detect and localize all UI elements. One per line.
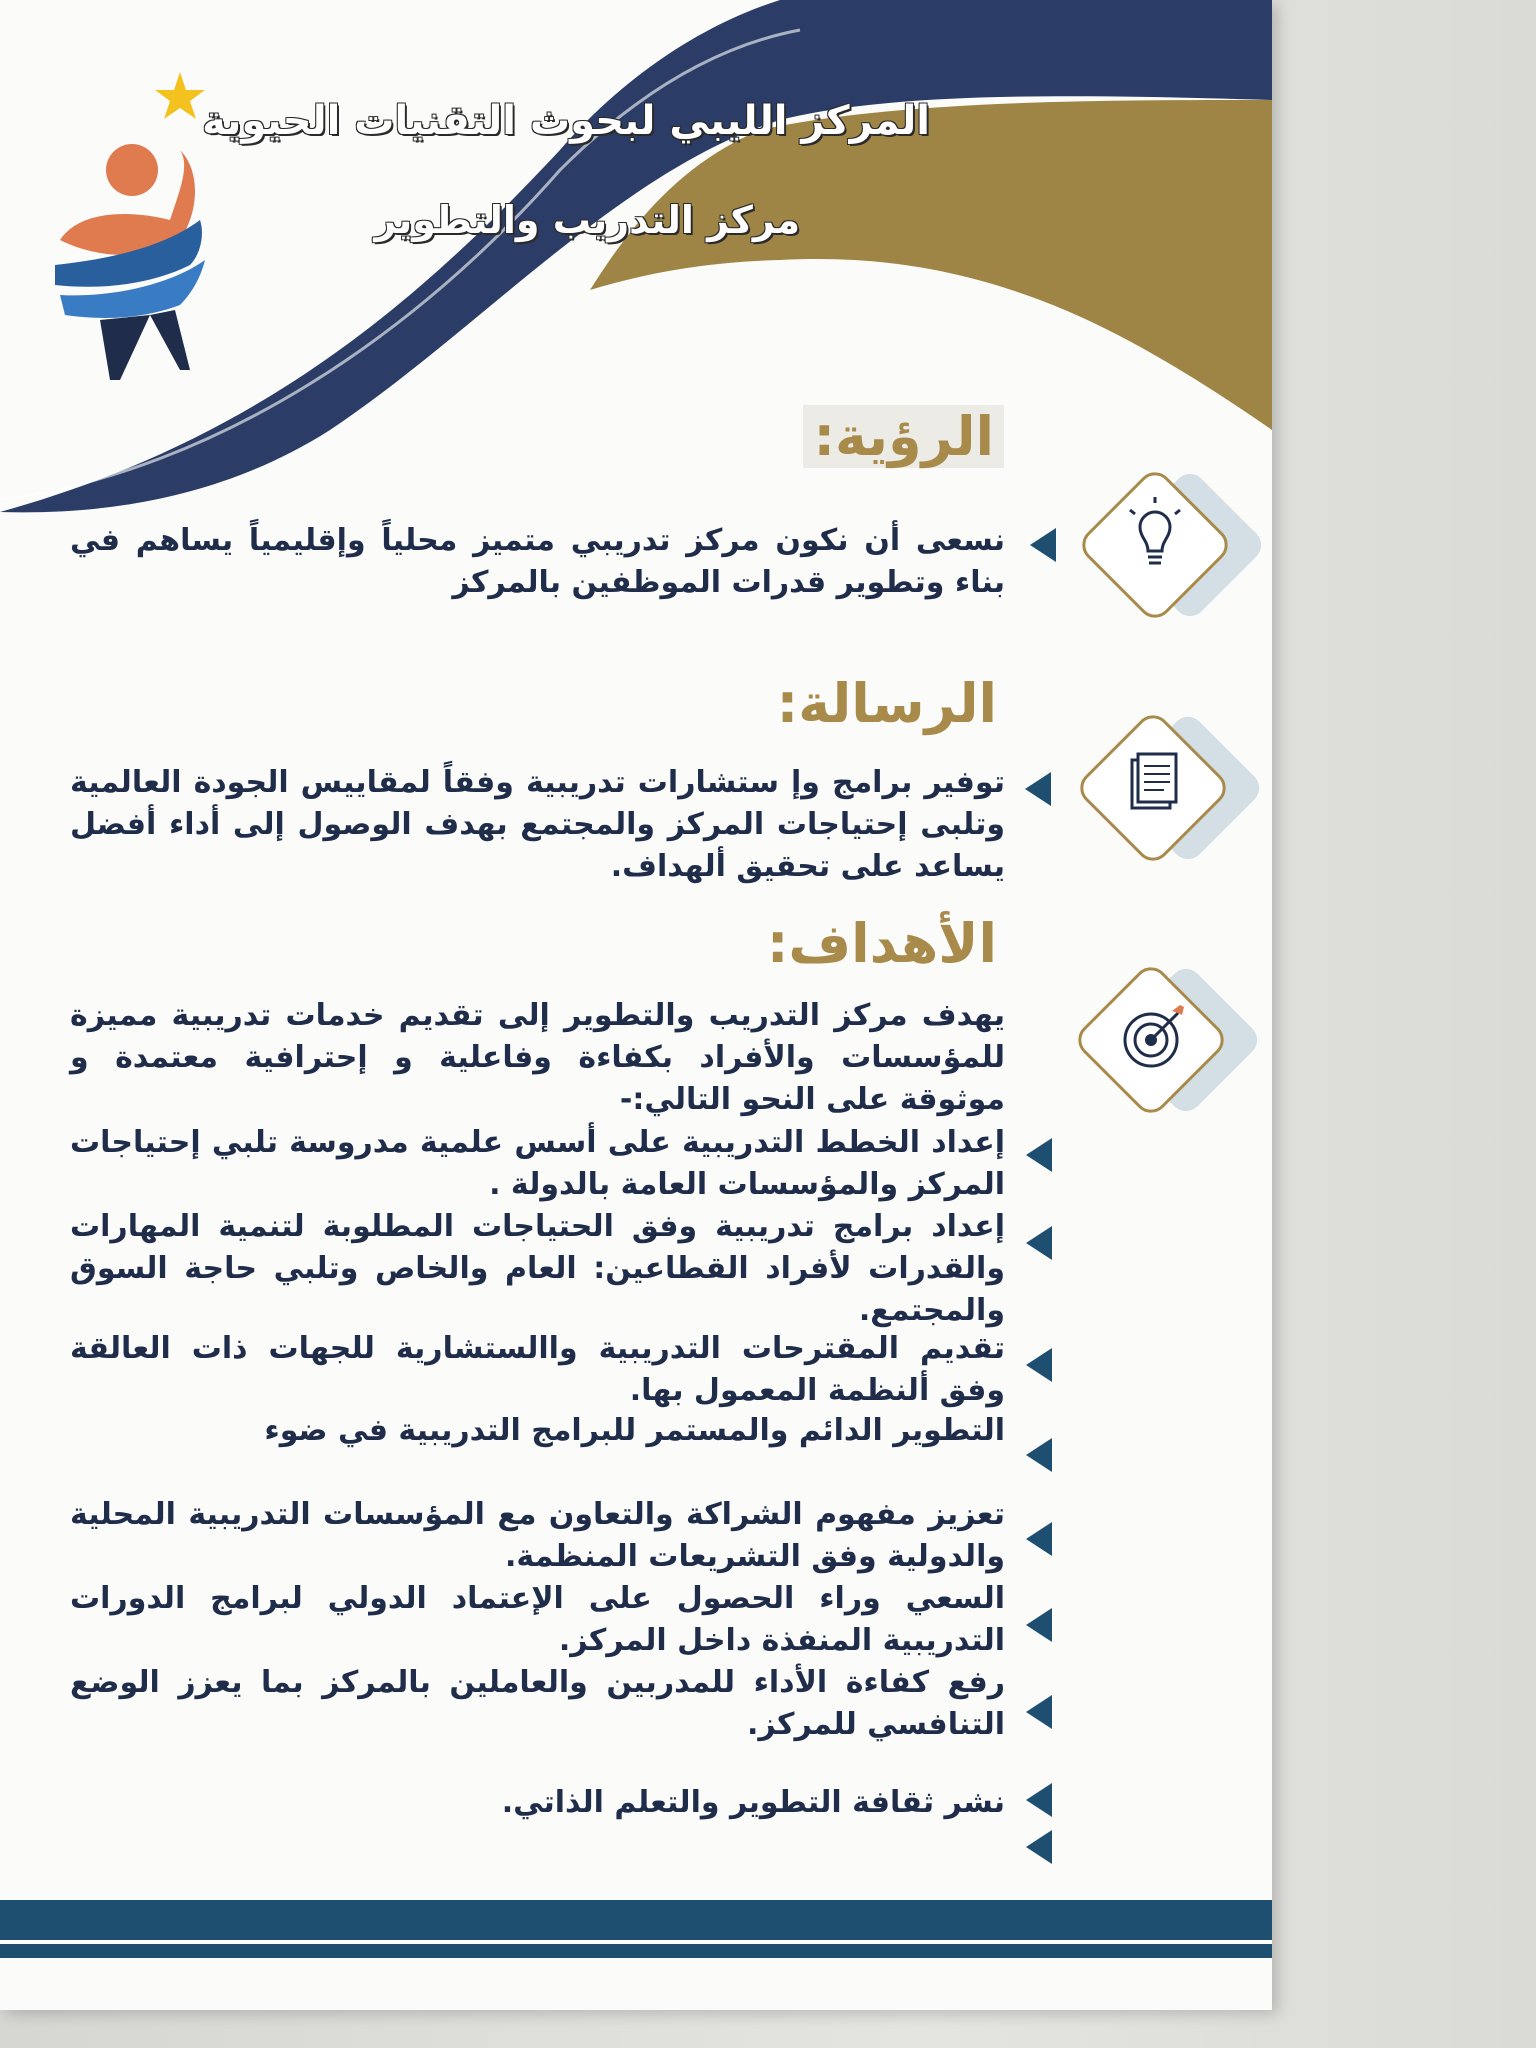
goal-item-6: السعي وراء الحصول على الإعتماد الدولي لبرامج الدورات التدريبية المنفذة داخل المركز.	[70, 1581, 1005, 1658]
target-icon	[1066, 960, 1266, 1130]
goals-heading: الأهداف:	[766, 912, 997, 975]
mission-heading: الرسالة:	[776, 672, 997, 735]
goal-bullet-1	[1026, 1138, 1052, 1172]
goal-bullet-2	[1026, 1226, 1052, 1260]
goal-bullet-3	[1026, 1348, 1052, 1382]
mission-bullet	[1025, 772, 1051, 806]
vision-bullet	[1030, 528, 1056, 562]
footer-bar	[0, 1900, 1272, 1942]
document-icon	[1068, 708, 1268, 878]
goal-item-2: إعداد برامج تدريبية وفق الحتياجات المطلوبة لتنمية المهارات والقدرات لأفراد القطاعين: العام والخاص وتلبي حاجة السوق والمجتمع.	[70, 1209, 1005, 1328]
goal-bullet-5	[1026, 1522, 1052, 1556]
goal-bullet-4	[1026, 1438, 1052, 1472]
goal-item-8: نشر ثقافة التطوير والتعلم الذاتي.	[501, 1785, 1005, 1820]
goal-item-4: التطوير الدائم والمستمر للبرامج التدريبية في ضوء	[264, 1413, 1005, 1448]
goals-intro: يهدف مركز التدريب والتطوير إلى تقديم خدمات تدريبية مميزة للمؤسسات والأفراد بكفاءة وفاعلية و إحترافية معتمدة و موثوقة على النحو التالي:-	[70, 998, 1005, 1117]
vision-text: نسعى أن نكون مركز تدريبي متميز محلياً وإقليمياً يساهم في بناء وتطوير قدرات الموظفين بالمركز	[70, 523, 1005, 600]
header-title-main: المركز الليبي لبحوث التقنيات الحيوية	[202, 98, 930, 144]
goal-item-3: تقديم المقترحات التدريبية واالستشارية للجهات ذات العالقة وفق ألنظمة المعمول بها.	[70, 1331, 1005, 1408]
goal-bullet-9	[1026, 1830, 1052, 1864]
header-title-sub: مركز التدريب والتطوير	[374, 198, 800, 242]
goal-bullet-7	[1026, 1695, 1052, 1729]
lightbulb-icon	[1070, 465, 1270, 635]
goal-bullet-8	[1026, 1783, 1052, 1817]
goal-item-7: رفع كفاءة الأداء للمدربين والعاملين بالمركز بما يعزز الوضع التنافسي للمركز.	[70, 1665, 1005, 1742]
logo-emblem	[40, 70, 220, 390]
mission-text: توفير برامج وإ ستشارات تدريبية وفقاً لمقاييس الجودة العالمية وتلبى إحتياجات المركز والمجتمع بهدف الوصول إلى أداء أفضل يساعد على تحقيق ألهداف.	[70, 765, 1005, 884]
vision-heading: الرؤية:	[803, 405, 1004, 468]
footer-bar-thin	[0, 1944, 1272, 1958]
goal-bullet-6	[1026, 1608, 1052, 1642]
goal-item-5: تعزيز مفهوم الشراكة والتعاون مع المؤسسات التدريبية المحلية والدولية وفق التشريعات المنظمة.	[70, 1497, 1005, 1574]
goal-item-1: إعداد الخطط التدريبية على أسس علمية مدروسة تلبي إحتياجات المركز والمؤسسات العامة بالدولة .	[70, 1125, 1005, 1202]
